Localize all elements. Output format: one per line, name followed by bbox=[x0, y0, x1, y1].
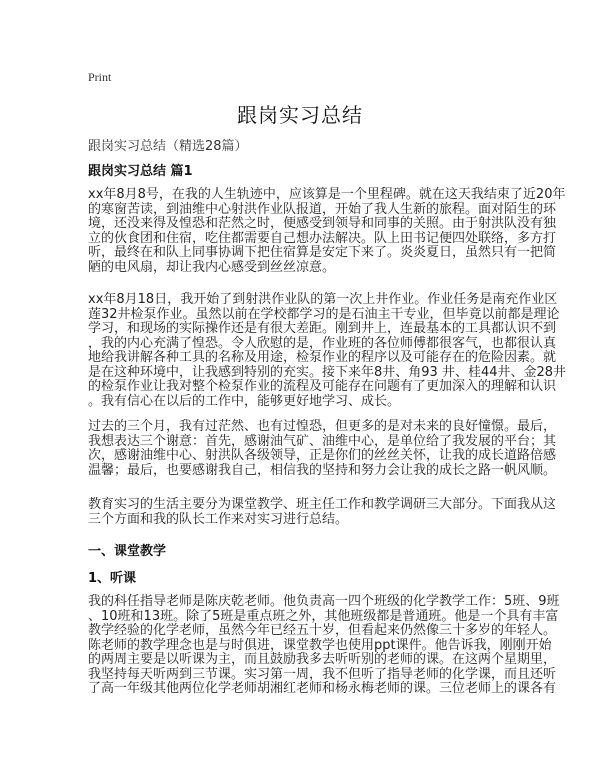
paragraph-line: ，我的内心充满了惶恐。令人欣慰的是，作业班的各位师傅都很客气，也都很认真 bbox=[88, 335, 557, 351]
paragraph-1 bbox=[88, 187, 566, 275]
paragraph-line: 立的伙食团和住宿，吃住都需要自己想办法解决。队上田书记便四处联络，多方打 bbox=[88, 230, 557, 246]
print-link[interactable]: Print bbox=[88, 70, 112, 84]
paragraph-line: 陈老师的教学理念也是与时俱进，课堂教学也使用ppt课件。他告诉我，刚刚开始 bbox=[88, 637, 552, 653]
paragraph-line: 听，最终在和队上同事协调下把住宿算是安定下来了。炎炎夏日，虽然只有一把简 bbox=[88, 245, 557, 260]
paragraph-line: 我的科任指导老师是陈庆乾老师。他负责高一四个班级的化学教学工作：5班、9班 bbox=[88, 594, 560, 609]
paragraph-line: 莲32井检泵作业。虽然以前在学校都学习的是石油主干专业，但毕竟以前都是理论 bbox=[88, 306, 560, 322]
paragraph-line: 境，还没来得及惶恐和茫然之时，便感受到领导和同事的关照。由于射洪队没有独 bbox=[88, 216, 557, 231]
paragraph-3 bbox=[88, 419, 557, 478]
paragraph-line: 教学经验的化学老师，虽然今年已经五十岁，但看起来仍然像三十多岁的年轻人。 bbox=[88, 623, 557, 638]
paragraph-line: 我想表达三个谢意：首先，感谢油气矿、油维中心，是单位给了我发展的平台；其 bbox=[88, 433, 557, 449]
heading-classroom-teaching: 一、课堂教学 bbox=[88, 544, 167, 559]
paragraph-line: 了高一年级其他两位化学老师胡湘红老师和杨永梅老师的课。三位老师上的课各有 bbox=[88, 681, 557, 696]
paragraph-line: 教育实习的生活主要分为课堂教学、班主任工作和教学调研三大部分。下面我从这 bbox=[88, 497, 557, 512]
paragraph-line: 的检泵作业让我对整个检泵作业的流程及可能存在问题有了更加深入的理解和认识 bbox=[88, 379, 557, 394]
paragraph-line: 的两周主要是以听课为主，而且鼓励我多去听听别的老师的课。在这两个星期里， bbox=[88, 652, 557, 667]
paragraph-4 bbox=[88, 497, 557, 527]
paragraph-line: 学习，和现场的实际操作还是有很大差距。刚到井上，连最基本的工具都认识不到 bbox=[88, 321, 557, 336]
paragraph-line: 陋的电风扇，却让我内心感受到丝丝凉意。 bbox=[88, 259, 336, 275]
paragraph-line: 地给我讲解各种工具的名称及用途，检泵作业的程序以及可能存在的危险因素。就 bbox=[88, 350, 557, 365]
paragraph-2 bbox=[88, 292, 567, 409]
section-heading: 跟岗实习总结 篇1 bbox=[88, 164, 193, 179]
paragraph-line: 三个方面和我的队长工作来对实习进行总结。 bbox=[88, 511, 349, 527]
paragraph-line: 次，感谢油维中心、射洪队各级领导，正是你们的丝丝关怀，让我的成长道路倍感 bbox=[88, 448, 557, 463]
paragraph-line: 是在这种环境中，让我感到特别的充实。接下来年8井、角93 井、桂44井、金28井 bbox=[88, 364, 567, 380]
paragraph-line: xx年8月8号，在我的人生轨迹中，应该算是一个里程碑。就在这天我结束了近20年 bbox=[88, 187, 566, 202]
paragraph-line: 过去的三个月，我有过茫然、也有过惶恐，但更多的是对未来的良好憧憬。最后， bbox=[88, 419, 557, 434]
document-title: 跟岗实习总结 bbox=[237, 103, 363, 127]
paragraph-5 bbox=[88, 594, 560, 697]
paragraph-line: 。我有信心在以后的工作中，能够更好地学习、成长。 bbox=[88, 393, 401, 409]
paragraph-line: 的寒窗苦读，到油维中心射洪作业队报道，开始了我人生新的旅程。面对陌生的环 bbox=[88, 201, 557, 217]
paragraph-line: 温馨；最后，也要感谢我自己，相信我的坚持和努力会让我的成长之路一帆风顺。 bbox=[88, 462, 557, 478]
document-subtitle: 跟岗实习总结（精选28篇） bbox=[88, 139, 248, 154]
heading-lesson-observation: 1、听课 bbox=[88, 571, 137, 586]
paragraph-line: 我坚持每天听两到三节课。实习第一周，我不但听了指导老师的化学课，而且还听 bbox=[88, 666, 557, 682]
paragraph-line: 、10班和13班。除了5班是重点班之外，其他班级都是普通班。他是一个具有丰富 bbox=[88, 608, 559, 624]
paragraph-line: xx年8月18日，我开始了到射洪作业队的第一次上井作业。作业任务是南充作业区 bbox=[88, 292, 558, 307]
